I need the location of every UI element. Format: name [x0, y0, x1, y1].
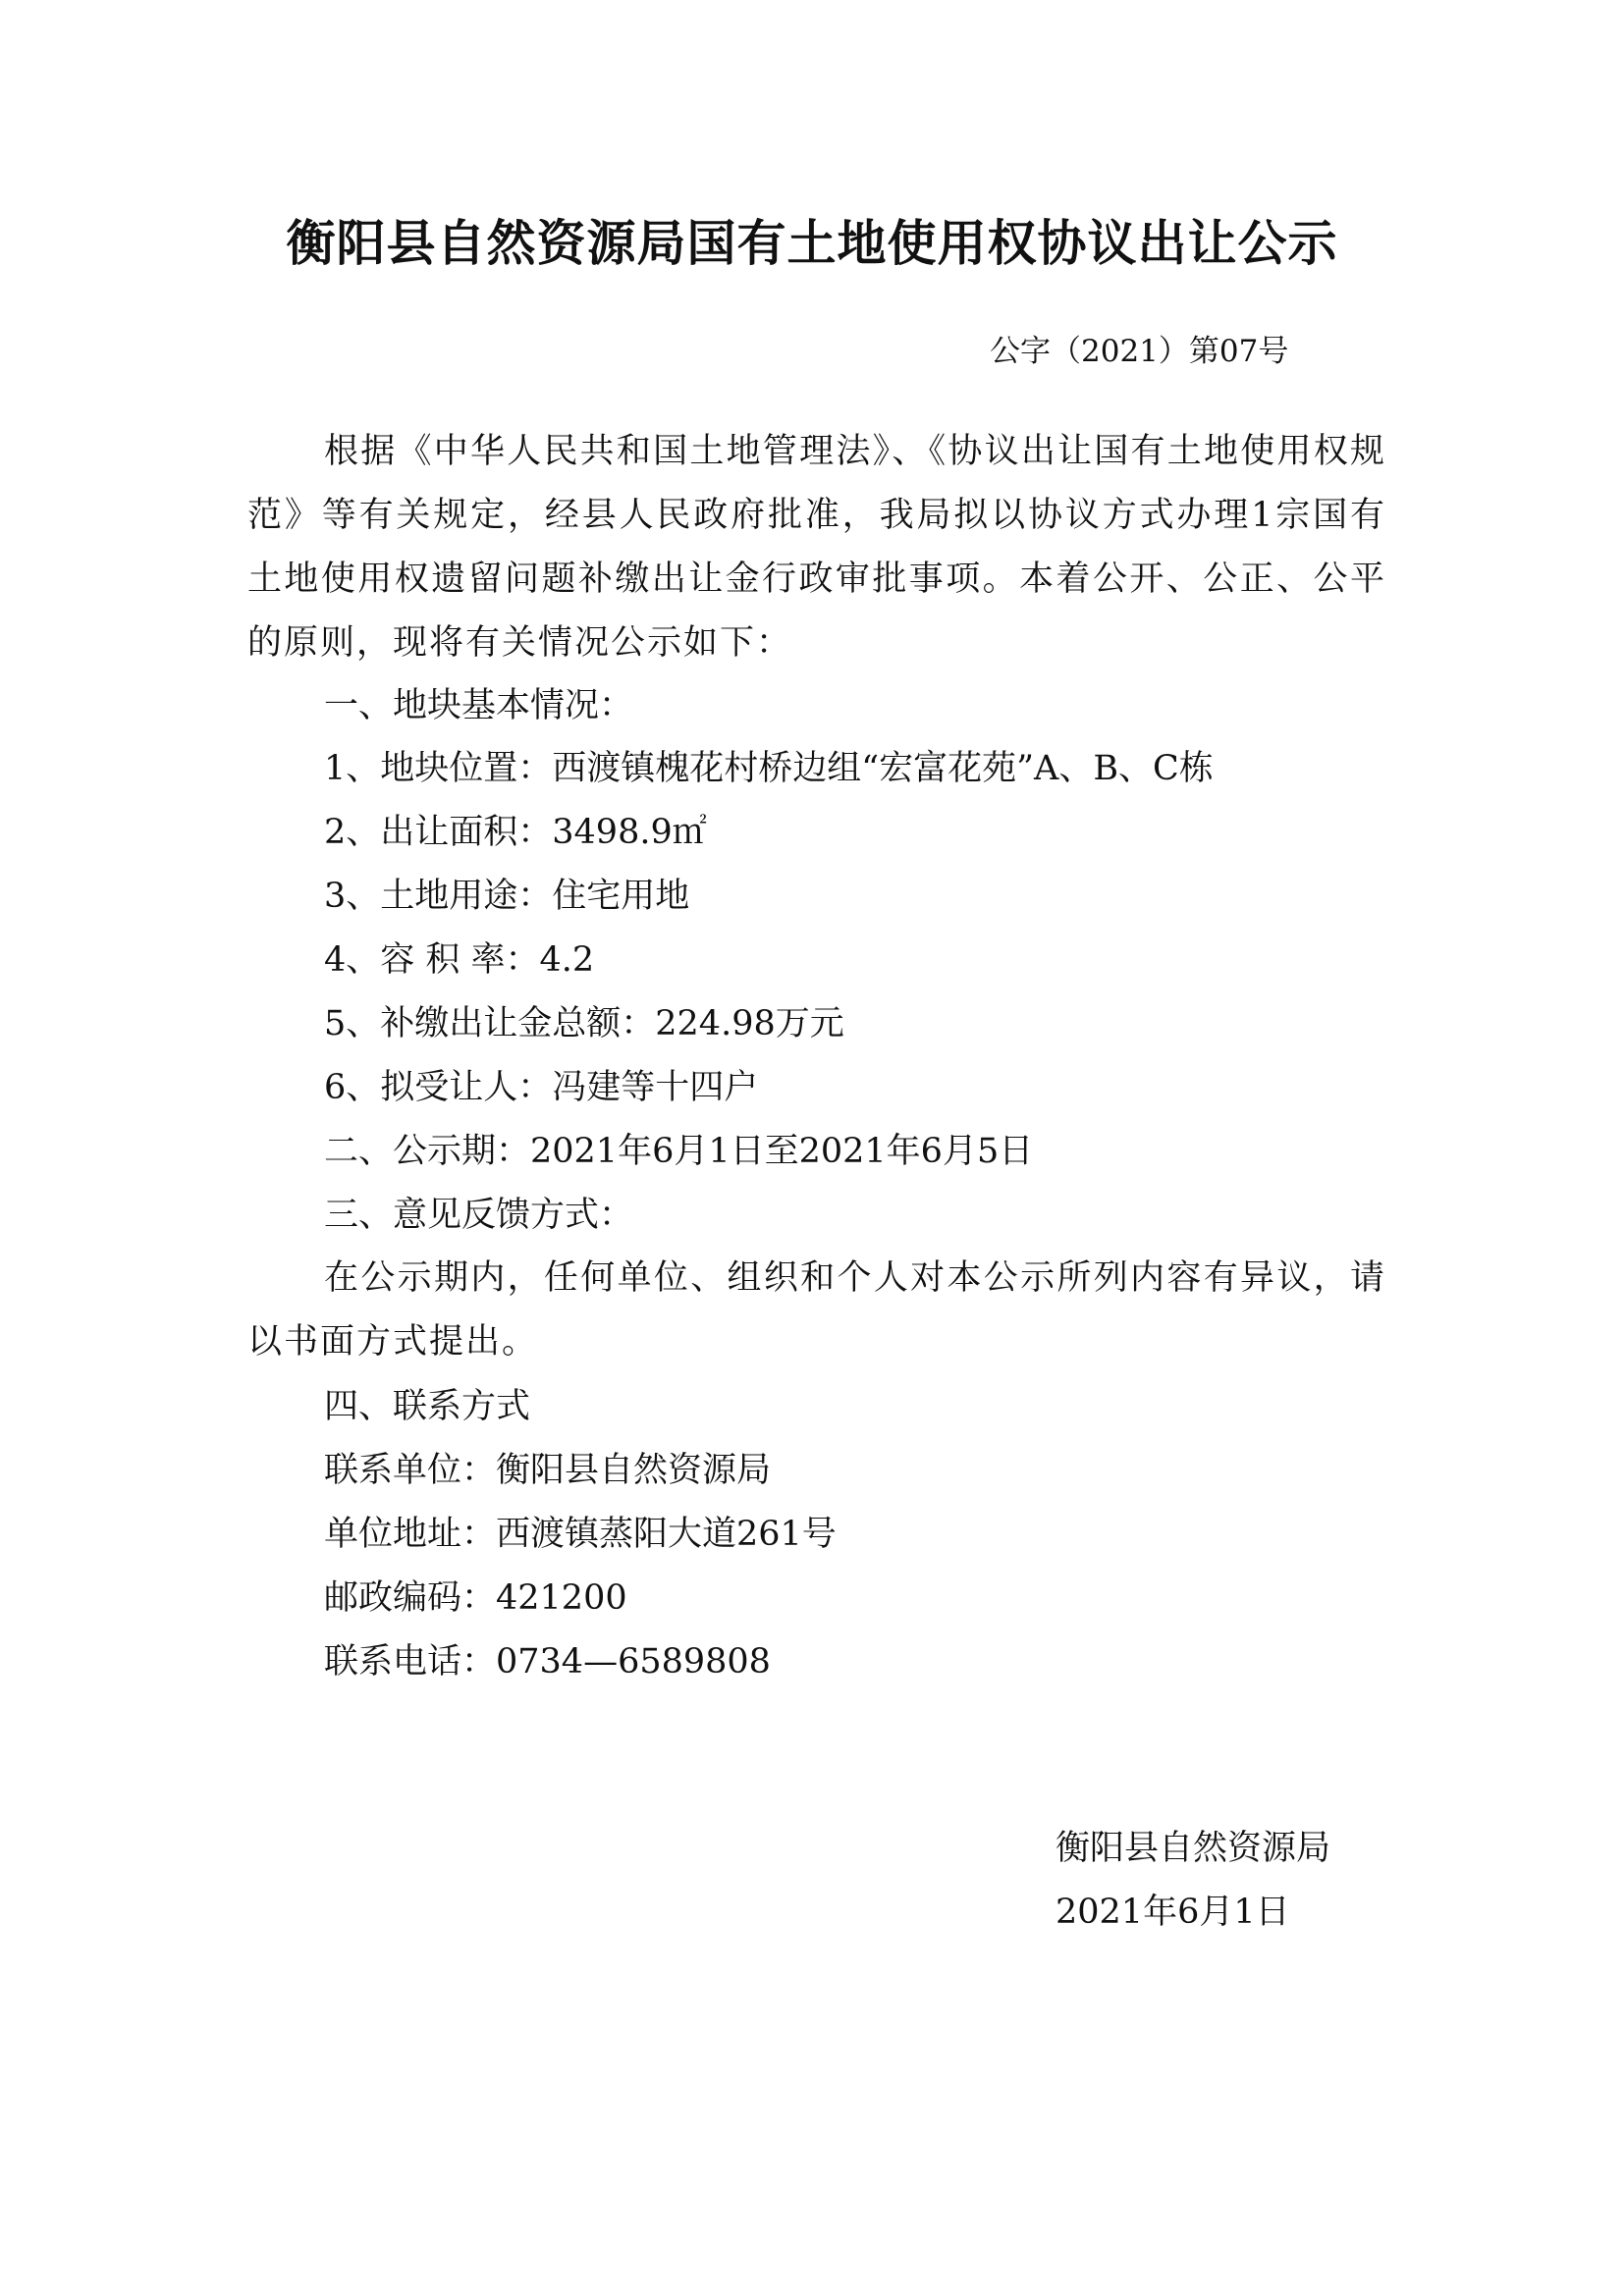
- item-plot-ratio: 4、容 积 率：4.2: [324, 940, 595, 980]
- item-transferee: 6、拟受让人：冯建等十四户: [324, 1068, 759, 1107]
- document-title: 衡阳县自然资源局国有土地使用权协议出让公示: [286, 215, 1338, 272]
- signature-org: 衡阳县自然资源局: [1056, 1829, 1331, 1868]
- item-location: 1、地块位置：西渡镇槐花村桥边组“宏富花苑”A、B、C栋: [324, 749, 1214, 788]
- section1-heading: 一、地块基本情况：: [324, 686, 634, 725]
- section3-heading: 三、意见反馈方式：: [324, 1196, 634, 1235]
- section3-text: 在公示期内，任何单位、组织和个人对本公示所列内容有异议，请以书面方式提出。: [247, 1258, 1386, 1362]
- signature-date: 2021年6月1日: [1056, 1893, 1290, 1932]
- item-land-use: 3、土地用途：住宅用地: [324, 877, 690, 916]
- section4-heading: 四、联系方式: [324, 1387, 531, 1426]
- contact-address: 单位地址：西渡镇蒸阳大道261号: [324, 1515, 837, 1554]
- intro-paragraph: 根据《中华人民共和国土地管理法》、《协议出让国有土地使用权规范》等有关规定，经县人民政府批准，我局拟以协议方式办理1宗国有土地使用权遗留问题补缴出让金行政审批事项。本着公开、公正、公平的原则，现将有关情况公示如下：: [247, 432, 1386, 663]
- contact-unit: 联系单位：衡阳县自然资源局: [324, 1451, 772, 1490]
- item-area: 2、出让面积：3498.9㎡: [324, 813, 707, 852]
- document-number: 公字（2021）第07号: [990, 334, 1289, 369]
- section2-period: 二、公示期：2021年6月1日至2021年6月5日: [324, 1132, 1034, 1171]
- item-fee-total: 5、补缴出让金总额：224.98万元: [324, 1004, 844, 1043]
- contact-phone: 联系电话：0734—6589808: [324, 1642, 771, 1682]
- contact-postcode: 邮政编码：421200: [324, 1578, 627, 1618]
